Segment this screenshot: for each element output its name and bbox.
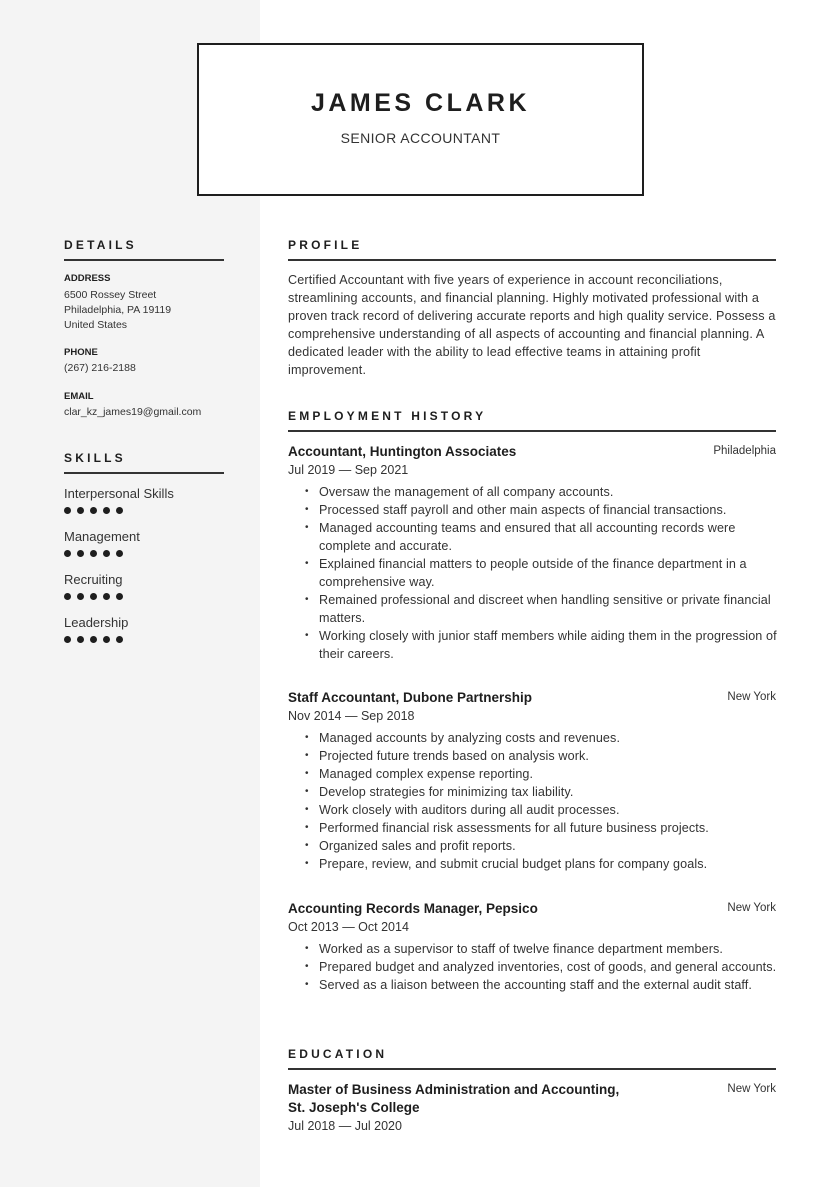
job-bullet: • Work closely with auditors during all audit processes.	[319, 801, 778, 819]
skill-level-dots	[64, 550, 140, 557]
job-bullet: • Prepare, review, and submit crucial budget plans for company goals.	[319, 855, 778, 873]
skill-dot	[90, 636, 97, 643]
job-bullet: • Managed accounts by analyzing costs and revenues.	[319, 729, 778, 747]
job-location: New York	[727, 691, 776, 703]
skill-dot	[116, 593, 123, 600]
skill-level-dots	[64, 507, 174, 514]
skill-dot	[90, 593, 97, 600]
job-dates: Nov 2014 — Sep 2018	[288, 709, 415, 723]
job-bullet: • Explained financial matters to people outside of the finance department in a comprehensive way.	[319, 555, 778, 591]
school-line: St. Joseph's College	[288, 1100, 420, 1115]
job-title: Accountant, Huntington Associates	[288, 444, 517, 459]
job-bullets	[288, 940, 778, 994]
job-bullet: • Working closely with junior staff members while aiding them in the progression of their careers.	[319, 627, 778, 663]
resume-header	[197, 43, 644, 196]
skill-item	[64, 486, 174, 514]
education-dates: Jul 2018 — Jul 2020	[288, 1119, 402, 1133]
skill-dot	[116, 507, 123, 514]
skill-dot	[103, 507, 110, 514]
skill-dot	[77, 550, 84, 557]
job-location: Philadelphia	[713, 445, 776, 457]
phone-label: PHONE	[64, 347, 98, 358]
job-title: Staff Accountant, Dubone Partnership	[288, 690, 533, 705]
skill-dot	[103, 550, 110, 557]
skill-dot	[103, 593, 110, 600]
job-bullet: • Performed financial risk assessments for all future business projects.	[319, 819, 778, 837]
job-entry	[288, 900, 776, 994]
skill-dot	[103, 636, 110, 643]
phone-value: (267) 216-2188	[64, 362, 136, 374]
job-entry	[288, 443, 776, 663]
job-bullet: • Worked as a supervisor to staff of twelve finance department members.	[319, 940, 778, 958]
degree-line: Master of Business Administration and Accounting,	[288, 1082, 620, 1097]
skill-name: Interpersonal Skills	[64, 486, 174, 501]
skill-dot	[77, 507, 84, 514]
skill-dot	[64, 507, 71, 514]
education-entry	[288, 1081, 776, 1133]
skill-dot	[64, 550, 71, 557]
job-bullets	[288, 483, 778, 663]
skill-dot	[116, 550, 123, 557]
email-label: EMAIL	[64, 391, 94, 402]
job-bullet: • Prepared budget and analyzed inventories, cost of goods, and general accounts.	[319, 958, 778, 976]
job-bullet: • Organized sales and profit reports.	[319, 837, 778, 855]
skill-item	[64, 529, 140, 557]
address-label: ADDRESS	[64, 273, 111, 284]
skill-dot	[64, 636, 71, 643]
job-dates: Jul 2019 — Sep 2021	[288, 463, 409, 477]
email-value: clar_kz_james19@gmail.com	[64, 406, 202, 418]
employment-heading: EMPLOYMENT HISTORY	[288, 409, 776, 432]
profile-text: Certified Accountant with five years of experience in account reconciliations, streamlining accounts, and financial planning. Highly motivated professional with a proven track record of delivering accurate reports and high quality service. Possess a comprehensive understanding of all aspects of accounting and financial planning. A dedicated leader with the ability to lead effective teams in attaining profit improvement.	[288, 273, 776, 377]
skills-heading: SKILLS	[64, 451, 224, 474]
job-entry	[288, 689, 776, 873]
job-dates: Oct 2013 — Oct 2014	[288, 920, 409, 934]
skill-dot	[116, 636, 123, 643]
skill-level-dots	[64, 593, 123, 600]
job-bullet: • Oversaw the management of all company accounts.	[319, 483, 778, 501]
skill-item	[64, 572, 123, 600]
job-bullet: • Managed complex expense reporting.	[319, 765, 778, 783]
skill-name: Leadership	[64, 615, 129, 630]
skill-level-dots	[64, 636, 128, 643]
job-bullet: • Processed staff payroll and other main aspects of financial transactions.	[319, 501, 778, 519]
address-line: Philadelphia, PA 19119	[64, 304, 172, 316]
address-value	[64, 288, 171, 333]
skill-dot	[90, 507, 97, 514]
details-heading: DETAILS	[64, 238, 224, 261]
skill-name: Recruiting	[64, 572, 123, 587]
address-line: United States	[64, 319, 128, 331]
candidate-name: JAMES CLARK	[310, 89, 531, 117]
skill-name: Management	[64, 529, 140, 544]
address-line: 6500 Rossey Street	[64, 289, 157, 301]
skill-dot	[64, 593, 71, 600]
skill-item	[64, 615, 128, 643]
job-bullet: • Projected future trends based on analysis work.	[319, 747, 778, 765]
job-bullets	[288, 729, 778, 873]
job-title: Accounting Records Manager, Pepsico	[288, 901, 538, 916]
job-location: New York	[727, 902, 776, 914]
job-bullet: • Managed accounting teams and ensured that all accounting records were complete and accurate.	[319, 519, 778, 555]
profile-heading: PROFILE	[288, 238, 776, 261]
skill-dot	[77, 593, 84, 600]
job-bullet: • Remained professional and discreet when handling sensitive or private financial matters.	[319, 591, 778, 627]
skill-dot	[77, 636, 84, 643]
skill-dot	[90, 550, 97, 557]
candidate-title: SENIOR ACCOUNTANT	[340, 130, 501, 146]
job-bullet: • Served as a liaison between the accounting staff and the external audit staff.	[319, 976, 778, 994]
job-bullet: • Develop strategies for minimizing tax liability.	[319, 783, 778, 801]
education-location: New York	[727, 1083, 776, 1095]
education-heading: EDUCATION	[288, 1047, 776, 1070]
